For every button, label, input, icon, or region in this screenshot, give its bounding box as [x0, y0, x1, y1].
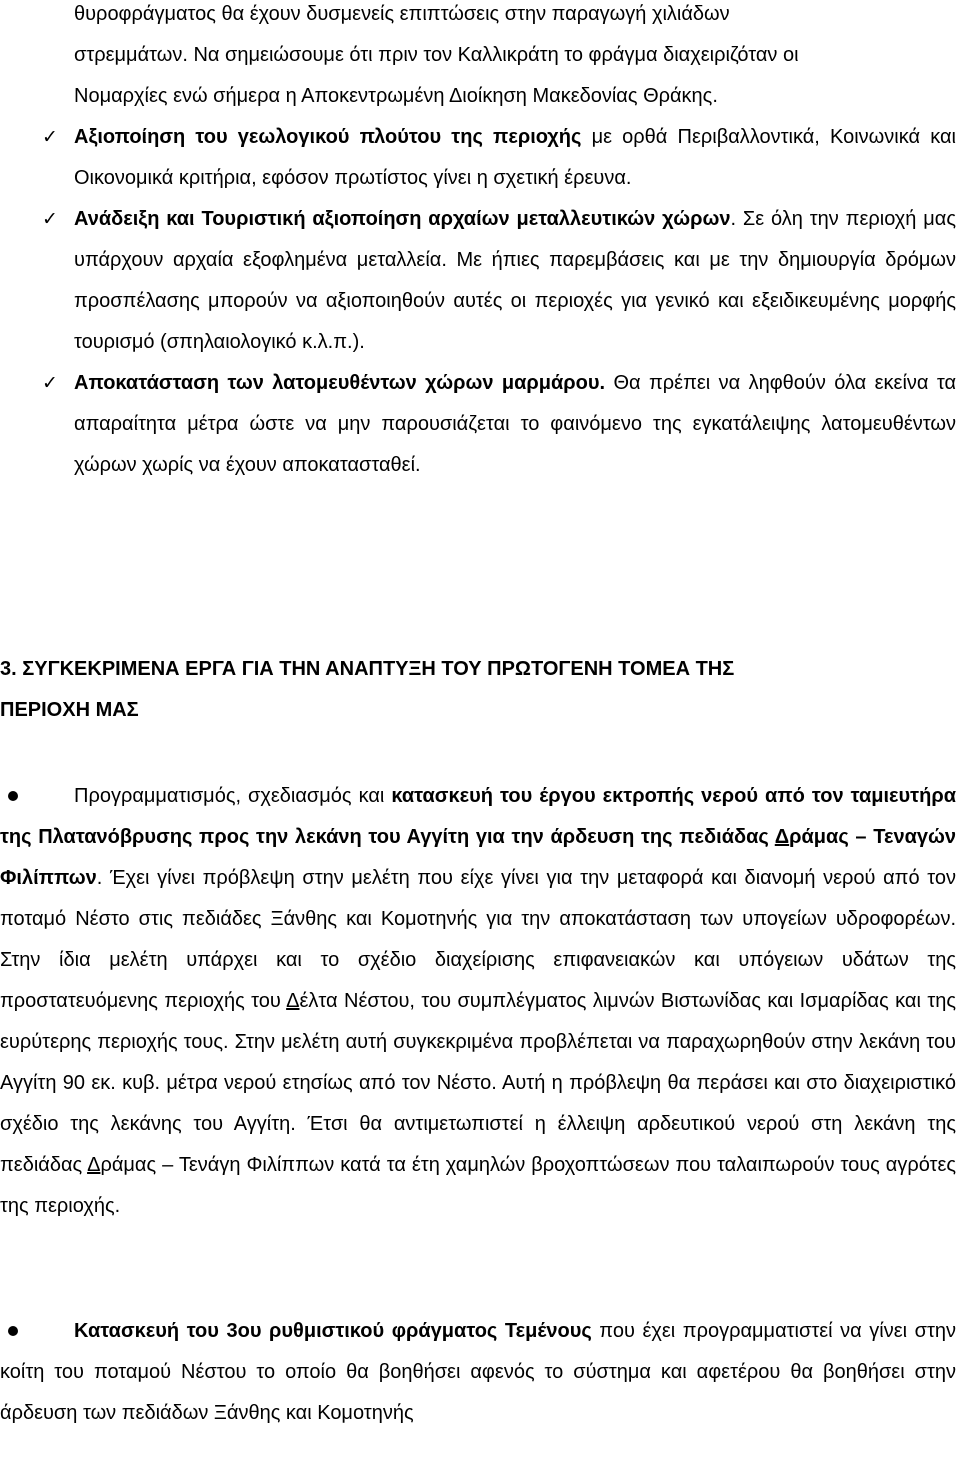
check-item-text: . Σε όλη την περιοχή μας υπάρχουν αρχαία εξοφλημένα μεταλλεία. Με ήπιες παρεμβάσεις και με την δημιουργία δρόμων προσπέλασης μπορούν να αξιοποιηθούν αυτές οι περιοχές για γενικό και εξειδικευμένης μορφής τουρισμό (σπηλαιολογικό κ.λ.π.).: [74, 208, 956, 353]
bullet-text-bold: Κατασκευή του 3ου ρυθμιστικού φράγματος Τεμένους: [74, 1320, 592, 1342]
check-item-title: Αποκατάσταση των λατομευθέντων χώρων μαρμάρου.: [74, 372, 606, 394]
section-heading: [0, 649, 956, 731]
check-item-title: Ανάδειξη και Τουριστική αξιοποίηση αρχαίων μεταλλευτικών χώρων: [74, 208, 731, 230]
intro-line-1: θυροφράγματος θα έχουν δυσμενείς επιπτώσεις στην παραγωγή χιλιάδων: [74, 3, 730, 25]
bullet-text-bold: κατασκευή του έργου εκτροπής νερού από τον ταμιευτήρα της Πλατανόβρυσης προς την λεκάνη του Αγγίτη για την άρδευση της πεδιάδας: [0, 785, 956, 848]
check-icon: ✓: [42, 372, 58, 394]
check-item-quarries: [74, 363, 956, 486]
bullet-text-pre: Προγραμματισμός, σχεδιασμός και: [74, 785, 392, 807]
bullet-text-underlined-2: Δ: [87, 1154, 101, 1176]
check-item-text: με ορθά Περιβαλλοντικά, Κοινωνικά και Οικονομικά κριτήρια, εφόσον πρωτίστος γίνει η σχετική έρευνα.: [74, 126, 956, 189]
section-heading-line-1: 3. ΣΥΓΚΕΚΡΙΜΕΝΑ ΕΡΓΑ ΓΙΑ ΤΗΝ ΑΝΑΠΤΥΞΗ ΤΟΥ ΠΡΩΤΟΓΕΝΗ ΤΟΜΕΑ ΤΗΣ: [0, 658, 735, 680]
bullet-text-bold-underlined: Δ: [774, 826, 790, 848]
bullet-text-mid-2: έλτα Νέστου, του συμπλέγματος λιμνών Βιστωνίδας και Ισμαρίδας και της ευρύτερης περιοχής τους. Στην μελέτη αυτή συγκεκριμένα προβλέπεται να παραχωρηθούν στην λεκάνη του Αγγίτη 90 εκ. κυβ. μέτρα νερού ετησίως από τον Νέστο. Αυτή η πρόβλεψη θα περάσει και στο διαχειριστικό σχέδιο της λεκάνης του Αγγίτη. Έτσι θα αντιμετωπιστεί η έλλειψη αρδευτικού νερού στη λεκάνη της πεδιάδας: [0, 990, 957, 1176]
check-item-geology: [74, 117, 956, 199]
bullet-item-temenos-dam: [0, 1311, 956, 1434]
bullet-item-diversion: [0, 776, 956, 1227]
check-item-title: Αξιοποίηση του γεωλογικού πλούτου της περιοχής: [74, 126, 582, 148]
check-icon: ✓: [42, 126, 58, 148]
bullet-text-underlined-1: Δ: [286, 990, 300, 1012]
bullet-text-mid-1: . Έχει γίνει πρόβλεψη στην μελέτη που είχε γίνει για την μεταφορά και διανομή νερού από τον ποταμό Νέστο στις πεδιάδες Ξάνθης και Κομοτηνής για την αποκατάσταση των υπογείων υδροφορέων. Στην ίδια μελέτη υπάρχει και το σχέδιο διαχείρισης επιφανειακών και υπόγειων υδάτων της προστατευόμενης περιοχής του: [0, 867, 956, 1012]
check-icon: ✓: [42, 208, 58, 230]
intro-line-2: στρεμμάτων. Να σημειώσουμε ότι πριν τον Καλλικράτη το φράγμα διαχειριζόταν οι: [74, 44, 799, 66]
check-item-text: Θα πρέπει να ληφθούν όλα εκείνα τα απαραίτητα μέτρα ώστε να μην παρουσιάζεται το φαινόμενο της εγκατάλειψης λατομευθέντων χώρων χωρίς να έχουν αποκατασταθεί.: [74, 372, 957, 476]
intro-line-3: Νομαρχίες ενώ σήμερα η Αποκεντρωμένη Διοίκηση Μακεδονίας Θράκης.: [74, 85, 718, 107]
bullet-text-bold-2: ράμας – Τεναγών Φιλίππων: [0, 826, 957, 889]
intro-paragraph: [74, 0, 956, 117]
section-heading-line-2: ΠΕΡΙΟΧΗ ΜΑΣ: [0, 699, 139, 721]
check-item-tourism: [74, 199, 956, 363]
bullet-text: που έχει προγραμματιστεί να γίνει στην κοίτη του ποταμού Νέστου το οποίο θα βοηθήσει αφενός το σύστημα και αφετέρου θα βοηθήσει στην άρδευση των πεδιάδων Ξάνθης και Κομοτηνής: [0, 1320, 956, 1424]
bullet-text-end: ράμας – Τενάγη Φιλίππων κατά τα έτη χαμηλών βροχοπτώσεων που ταλαιπωρούν τους αγρότες της περιοχής.: [0, 1154, 956, 1217]
